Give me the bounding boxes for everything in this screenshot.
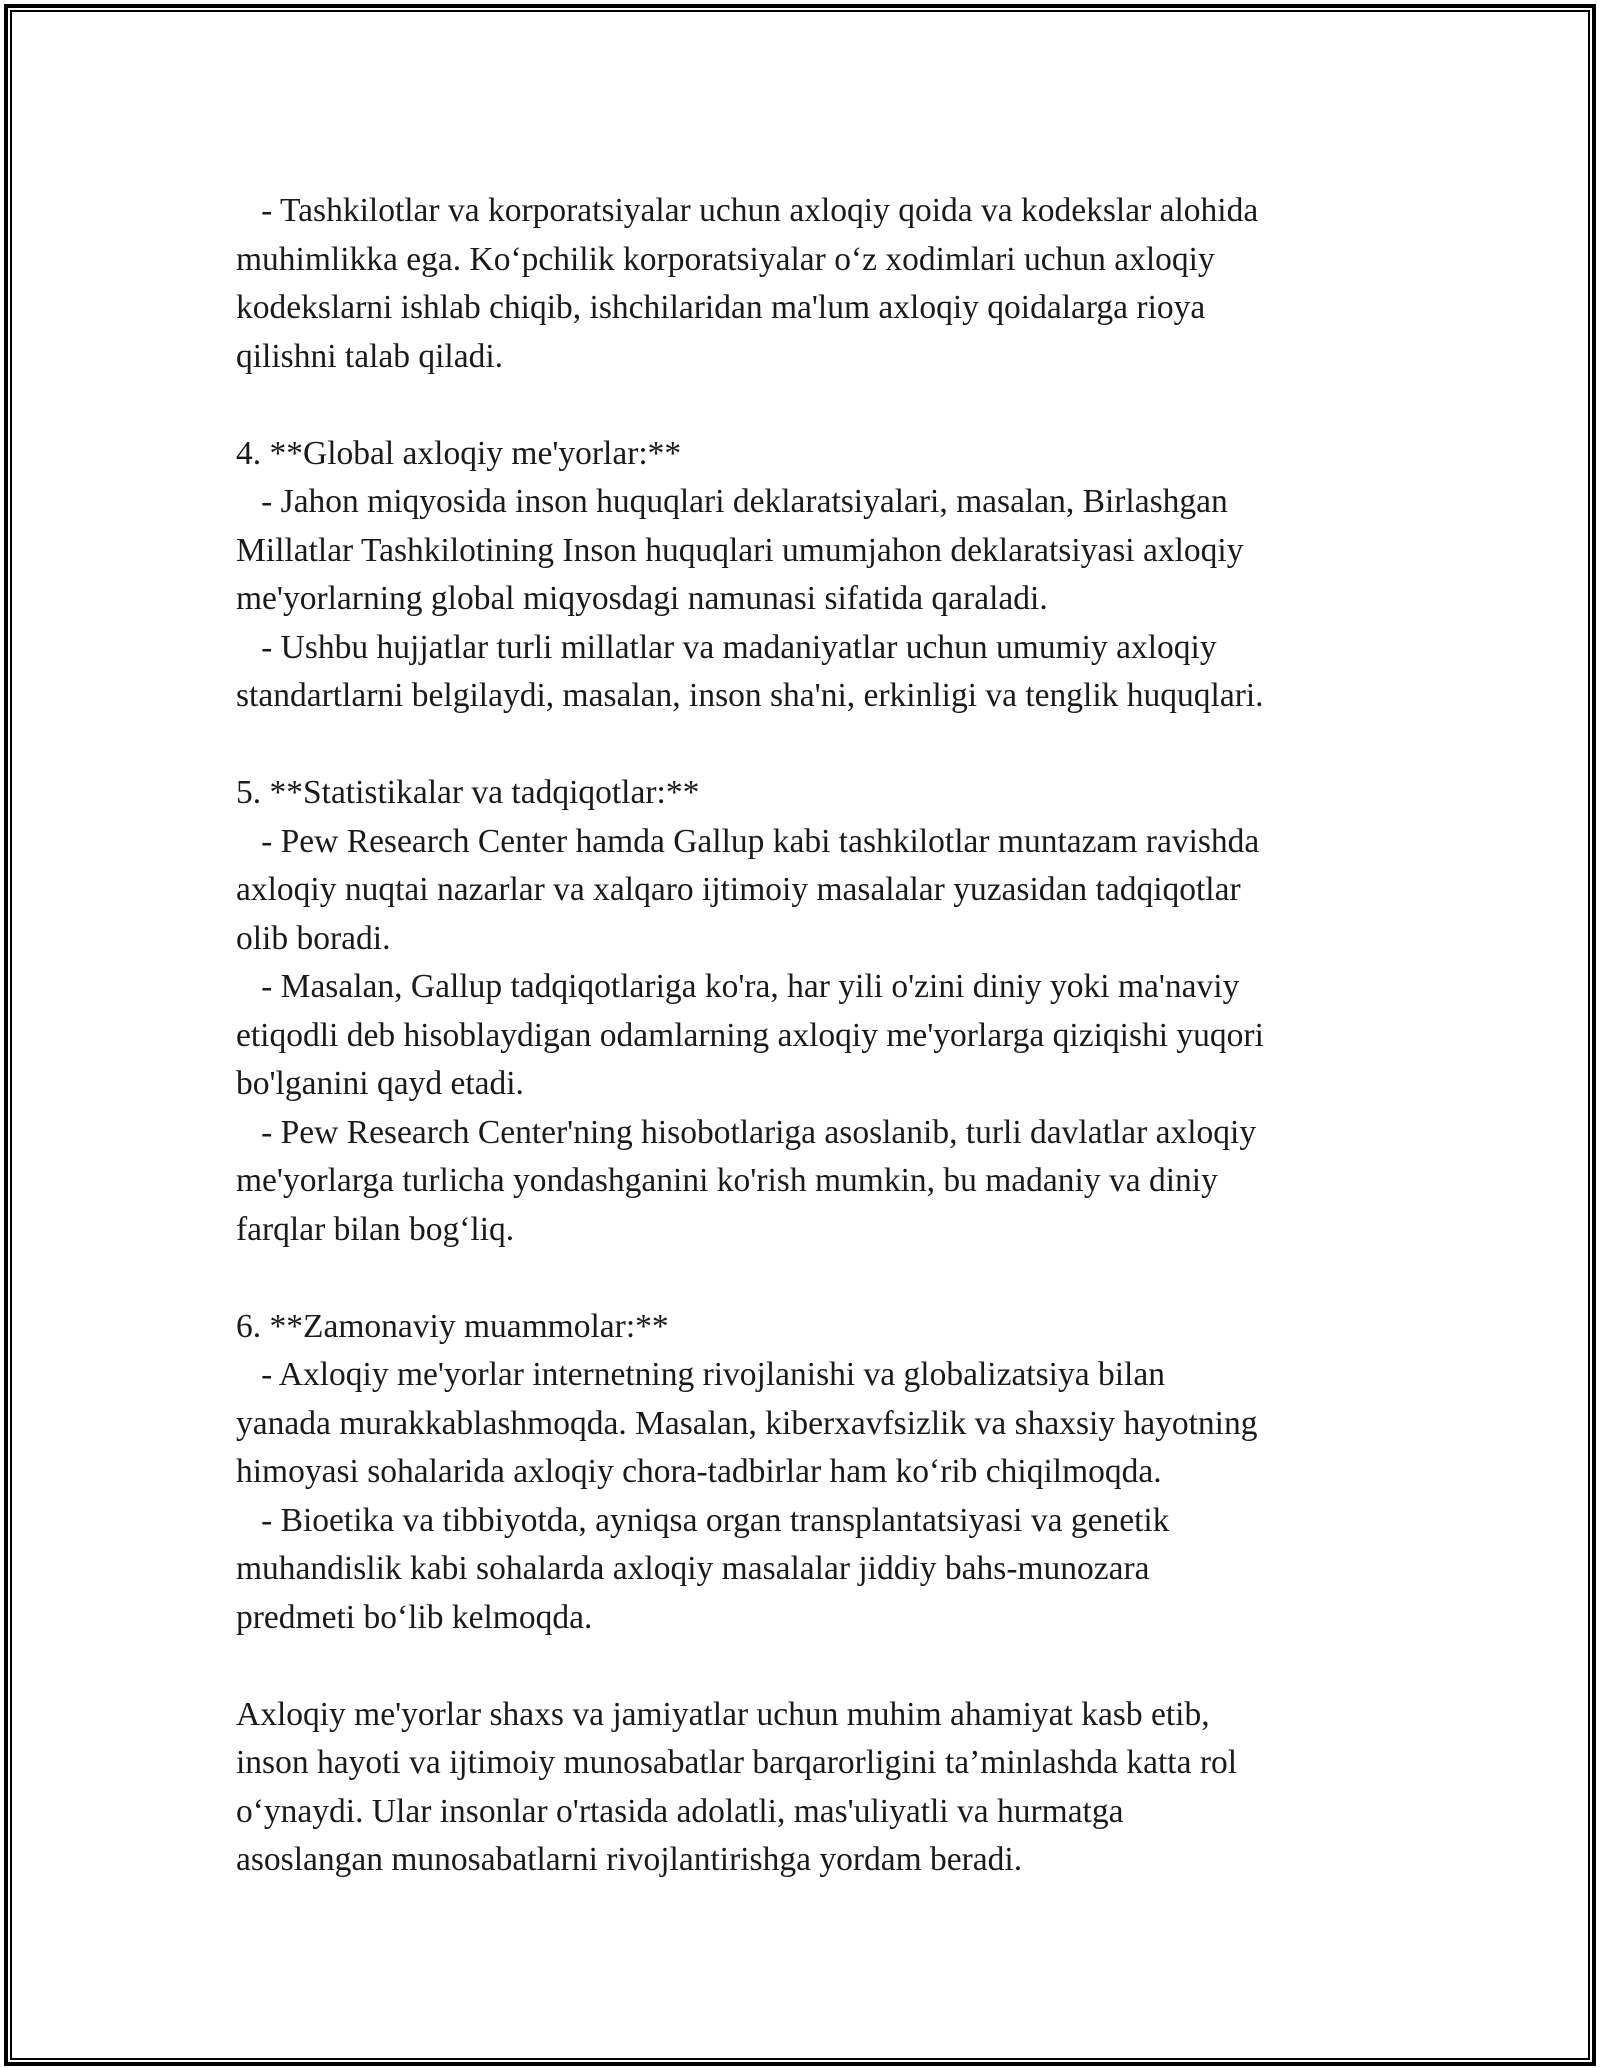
- text-line: olib boradi.: [236, 919, 391, 957]
- text-line: kodekslarni ishlab chiqib, ishchilaridan ma'lum axloqiy qoidalarga rioya: [236, 289, 1206, 326]
- conclusion-paragraph: [236, 1691, 1386, 1885]
- text-line: standartlarni belgilaydi, masalan, inson sha'ni, erkinligi va tenglik huquqlari.: [236, 677, 1264, 714]
- section-heading: 6. **Zamonaviy muammolar:**: [236, 1307, 669, 1345]
- intro-paragraph: [236, 187, 1386, 381]
- paragraph-gap: [236, 381, 1386, 430]
- text-line: - Masalan, Gallup tadqiqotlariga ko'ra, har yili o'zini diniy yoki ma'naviy: [236, 968, 1240, 1005]
- text-line: Millatlar Tashkilotining Inson huquqlari umumjahon deklaratsiyasi axloqiy: [236, 531, 1244, 569]
- text-line: - Pew Research Center'ning hisobotlariga asoslanib, turli davlatlar axloqiy: [236, 1113, 1257, 1151]
- text-line: qilishni talab qiladi.: [236, 337, 504, 375]
- text-line: me'yorlarning global miqyosdagi namunasi sifatida qaraladi.: [236, 580, 1048, 617]
- text-line: bo'lganini qayd etadi.: [236, 1065, 524, 1102]
- section-global-norms: [236, 430, 1386, 721]
- text-line: predmeti bo‘lib kelmoqda.: [236, 1598, 593, 1636]
- text-line: Axloqiy me'yorlar shaxs va jamiyatlar uchun muhim ahamiyat kasb etib,: [236, 1695, 1210, 1733]
- text-line: himoyasi sohalarida axloqiy chora-tadbirlar ham ko‘rib chiqilmoqda.: [236, 1453, 1162, 1490]
- text-line: inson hayoti va ijtimoiy munosabatlar barqarorligini ta’minlashda katta rol: [236, 1744, 1238, 1781]
- text-line: yanada murakkablashmoqda. Masalan, kiberxavfsizlik va shaxsiy hayotning: [236, 1404, 1258, 1442]
- text-line: me'yorlarga turlicha yondashganini ko'rish mumkin, bu madaniy va diniy: [236, 1162, 1218, 1199]
- text-line: asoslangan munosabatlarni rivojlantirishga yordam beradi.: [236, 1841, 1023, 1878]
- paragraph-gap: [236, 1254, 1386, 1303]
- text-line: - Axloqiy me'yorlar internetning rivojlanishi va globalizatsiya bilan: [236, 1356, 1165, 1393]
- text-line: axloqiy nuqtai nazarlar va xalqaro ijtimoiy masalalar yuzasidan tadqiqotlar: [236, 871, 1241, 908]
- text-line: muhimlikka ega. Ko‘pchilik korporatsiyalar o‘z xodimlari uchun axloqiy: [236, 240, 1215, 278]
- text-line: - Ushbu hujjatlar turli millatlar va madaniyatlar uchun umumiy axloqiy: [236, 628, 1217, 666]
- document-body: [236, 187, 1386, 1885]
- section-statistics: [236, 769, 1386, 1254]
- text-line: etiqodli deb hisoblaydigan odamlarning axloqiy me'yorlarga qiziqishi yuqori: [236, 1016, 1264, 1054]
- text-line: - Pew Research Center hamda Gallup kabi tashkilotlar muntazam ravishda: [236, 822, 1260, 860]
- text-line: - Tashkilotlar va korporatsiyalar uchun axloqiy qoida va kodekslar alohida: [236, 192, 1259, 229]
- section-heading: 5. **Statistikalar va tadqiqotlar:**: [236, 774, 700, 811]
- text-line: farqlar bilan bog‘liq.: [236, 1210, 515, 1248]
- text-line: - Jahon miqyosida inson huquqlari deklaratsiyalari, masalan, Birlashgan: [236, 483, 1228, 520]
- text-line: o‘ynaydi. Ular insonlar o'rtasida adolatli, mas'uliyatli va hurmatga: [236, 1792, 1124, 1830]
- paragraph-gap: [236, 1642, 1386, 1691]
- section-modern-problems: [236, 1303, 1386, 1643]
- text-line: - Bioetika va tibbiyotda, ayniqsa organ transplantatsiyasi va genetik: [236, 1501, 1170, 1539]
- section-heading: 4. **Global axloqiy me'yorlar:**: [236, 434, 682, 472]
- text-line: muhandislik kabi sohalarda axloqiy masalalar jiddiy bahs-munozara: [236, 1550, 1150, 1587]
- paragraph-gap: [236, 721, 1386, 770]
